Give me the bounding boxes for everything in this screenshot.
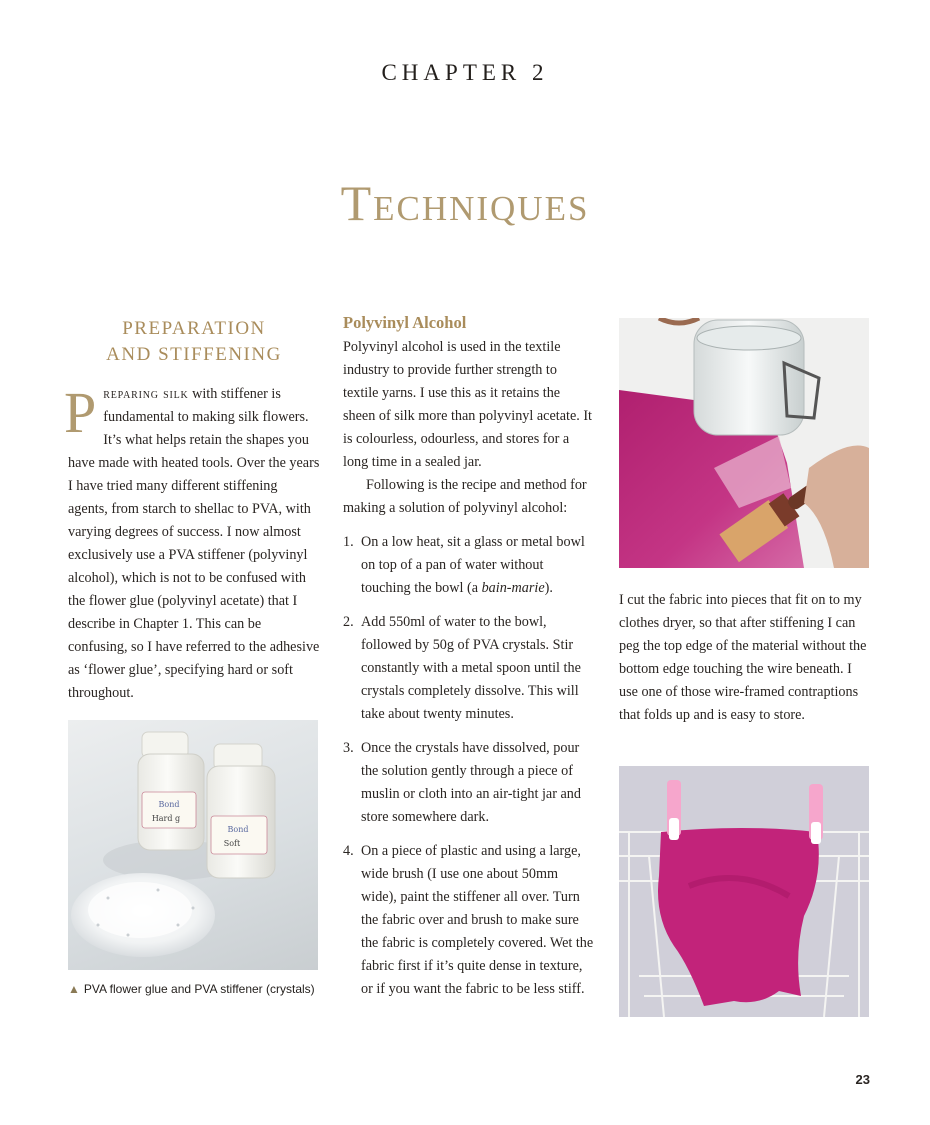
chapter-label: CHAPTER 2 — [381, 60, 549, 85]
step-text: On a piece of plastic and using a large, wide brush (I use one about 50mm wide), paint the stiffener all over. Turn the fabric over and brush to make sure the fabric is completely covered. Wet the fabric first if it’s quite dense in texture, or if you want the fabric to be less stiff. — [361, 843, 594, 997]
step-number: 4. — [343, 843, 354, 859]
method-steps — [343, 531, 595, 1001]
drop-cap: P — [64, 380, 97, 445]
pva-paragraph-2: Following is the recipe and method for making a solution of polyvinyl alcohol: — [343, 477, 587, 516]
step-text: On a low heat, sit a glass or metal bowl on top of a pan of water without touching the bowl (a — [361, 534, 585, 596]
photo-brushing-fabric — [619, 318, 869, 568]
bottle1-label: Bond — [158, 800, 180, 809]
photo-fabric-drying — [619, 766, 869, 1017]
method-step — [343, 531, 595, 600]
step-number: 3. — [343, 740, 354, 756]
method-step — [343, 840, 595, 1001]
bottle2-label: Bond — [227, 825, 249, 834]
section-heading-line2: AND STIFFENING — [106, 344, 282, 365]
photo1-caption — [68, 982, 330, 996]
photo1-caption-text: PVA flower glue and PVA stiffener (crystals) — [83, 982, 315, 996]
column-left — [64, 316, 320, 705]
step-italic: bain-marie — [481, 580, 545, 596]
method-step — [343, 611, 595, 726]
step-text: Once the crystals have dissolved, pour the solution gently through a piece of muslin or cloth into an air-tight jar and store somewhere dark. — [361, 740, 581, 825]
intro-text: with stiffener is fundamental to making silk flowers. It’s what helps retain the shapes you have made with heated tools. Over the years I have tried many different stiffening agents, from starch to shellac to PVA, with varying degrees of success. I now almost exclusively use a PVA stiffener (polyvinyl alcohol), which is not to be confused with the flower glue (polyvinyl acetate) that I describe in Chapter 1. This can be confusing, so I have referred to the adhesive as ‘flower glue’, specifying hard or soft throughout. — [68, 386, 320, 701]
column-middle — [343, 312, 595, 1012]
page-title: Techniques — [340, 175, 590, 231]
page-number: 23 — [855, 1072, 870, 1087]
step-text: Add 550ml of water to the bowl, followed by 50g of PVA crystals. Stir constantly with a metal spoon until the crystals completely dissolve. This will take about twenty minutes. — [361, 614, 581, 722]
brush-fabric-illustration — [619, 318, 869, 568]
triangle-icon: ▲ — [68, 982, 80, 996]
step-text-end: ). — [544, 580, 553, 596]
bottles-illustration — [68, 720, 318, 970]
step-number: 1. — [343, 534, 354, 550]
lead-in-smallcaps: reparing silk — [103, 386, 189, 402]
step-number: 2. — [343, 614, 354, 630]
pva-heading: Polyvinyl Alcohol — [343, 313, 467, 332]
photo-pva-bottles — [68, 720, 318, 970]
bottle1-label-sub: Hard g — [151, 814, 181, 823]
drying-rack-illustration — [619, 766, 869, 1017]
method-step — [343, 737, 595, 829]
bottle2-label-sub: Soft — [223, 839, 241, 848]
intro-paragraph — [64, 380, 320, 705]
dryer-paragraph: I cut the fabric into pieces that fit on to my clothes dryer, so that after stiffening I can peg the top edge of the material without the bottom edge touching the wire beneath. I use one of those wire-framed contraptions that folds up and is easy to store. — [619, 592, 867, 723]
pva-paragraph-1: Polyvinyl alcohol is used in the textile industry to provide further strength to textile yarns. I use this as it retains the sheen of silk more than polyvinyl acetate. It is colourless, odourless, and stores for a long time in a sealed jar. — [343, 339, 592, 470]
column-right — [619, 589, 871, 727]
section-heading-line1: PREPARATION — [122, 318, 266, 339]
section-heading — [68, 316, 320, 368]
